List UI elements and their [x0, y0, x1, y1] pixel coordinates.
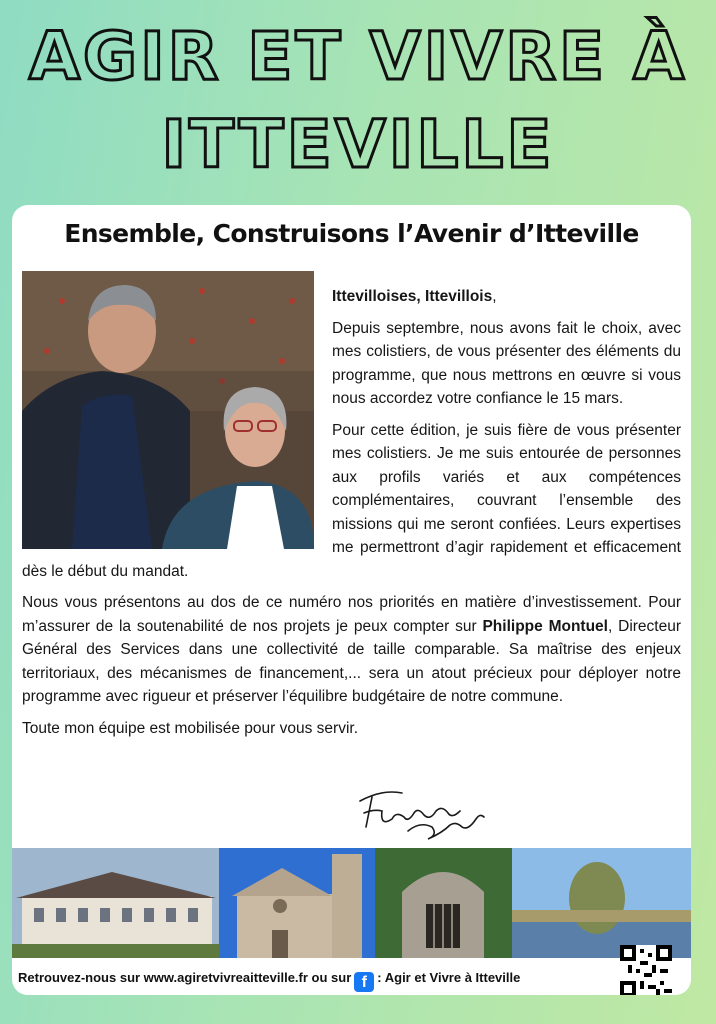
closing-line: Toute mon équipe est mobilisée pour vous servir. — [22, 719, 359, 737]
content-card — [12, 205, 691, 995]
greeting-comma: , — [492, 288, 497, 305]
qr-code[interactable] — [620, 945, 672, 995]
town-hall-photo — [12, 848, 219, 958]
footer-bar — [12, 958, 691, 995]
paragraph-3-intro: Nous vous présentons au dos de ce numéro nos priorités en matière d’investissement. Pour m’assurer de la soutenabilité de nos projets je peux compter sur — [22, 594, 681, 635]
card-subtitle: Ensemble, Construisons l’Avenir d’Itteville — [64, 219, 639, 248]
dgs-name: Philippe Montuel — [482, 617, 608, 635]
photo-strip — [12, 848, 691, 958]
paragraph-2: Pour cette édition, je suis fière de vous présenter mes colistiers. Je me suis entourée de personnes aux profils variés et aux compétences complémentaires, couvrant l’ensemble des missions qui me seront confiées. Leurs expertises me permettront d’agir rapidement et efficacement dès le début du mandat. — [22, 421, 681, 580]
headline-line-1: AGIR ET VIVRE À — [28, 18, 688, 95]
greeting: Ittevilloises, Ittevillois — [332, 288, 493, 305]
paragraph-3 — [22, 591, 681, 709]
well-photo — [375, 848, 512, 958]
pond-photo — [512, 848, 691, 958]
headline-line-2: ITTEVILLE — [161, 106, 555, 183]
paragraph-1: Depuis septembre, nous avons fait le choix, avec mes colistiers, de vous présenter des éléments du programme, que nous mettrons en œuvre si vous nous accordez votre confiance le 15 mars. — [332, 319, 681, 407]
church-photo — [219, 848, 375, 958]
facebook-icon[interactable]: f — [354, 972, 374, 992]
website-link[interactable]: Retrouvez-nous sur www.agiretvivreaitteville.fr ou sur — [18, 970, 352, 985]
letter-body — [22, 285, 681, 748]
signature-image — [352, 783, 492, 843]
footer-text — [18, 970, 520, 992]
facebook-page-label[interactable]: : Agir et Vivre à Itteville — [377, 970, 521, 985]
paragraph-3-rest: , Directeur Général des Services dans une collectivité de taille comparable. Sa maîtrise des enjeux territoriaux, des mécanismes de financement,... sera un atout précieux pour déployer notre programme avec rigueur et préserver l’équilibre budgétaire de notre commune. — [22, 617, 681, 705]
